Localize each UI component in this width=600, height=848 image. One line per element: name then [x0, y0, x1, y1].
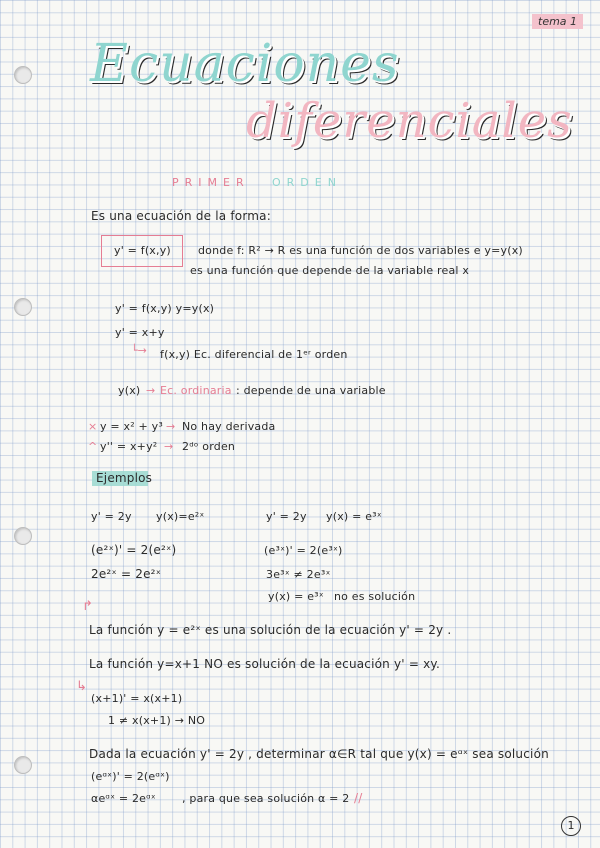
- notation-line-4c: : depende de una variable: [236, 384, 386, 397]
- cross-icon: ×: [88, 420, 98, 433]
- definition-line-2: es una función que depende de la variable real x: [190, 264, 470, 277]
- subtitle-right: ORDEN: [272, 176, 342, 189]
- notation-line-4a: y(x): [118, 384, 141, 397]
- topic-tag: tema 1: [532, 14, 583, 29]
- example-2-step-3-result: no es solución: [334, 590, 416, 603]
- page-number: 1: [561, 816, 581, 836]
- binder-hole: [14, 527, 32, 545]
- notation-line-2: y' = x+y: [115, 326, 165, 339]
- binder-hole: [14, 298, 32, 316]
- example-2-step-1: (e³ˣ)' = 2(e³ˣ): [264, 544, 343, 557]
- conclusion-4: 1 ≠ x(x+1) → NO: [108, 714, 206, 727]
- subtitle-left: PRIMER: [172, 176, 250, 189]
- counter-line-1: y = x² + y³: [100, 420, 163, 433]
- exercise-line-3-result: , para que sea solución α = 2: [182, 792, 350, 805]
- counter-line-2: y'' = x+y²: [100, 440, 158, 453]
- notation-line-3: f(x,y) Ec. diferencial de 1ᵉʳ orden: [160, 348, 348, 361]
- example-2-equation: y' = 2y: [266, 510, 307, 523]
- arrow-icon: →: [164, 440, 174, 453]
- curved-arrow-icon: ↳: [76, 679, 87, 694]
- arrow-icon: →: [146, 384, 156, 397]
- result-mark: //: [354, 791, 363, 805]
- title-line-1: Ecuaciones: [90, 34, 400, 94]
- example-2-step-3: y(x) = e³ˣ: [268, 590, 324, 603]
- intro-text: Es una ecuación de la forma:: [91, 209, 271, 223]
- example-1-step-1: (e²ˣ)' = 2(e²ˣ): [91, 543, 177, 557]
- example-1-candidate: y(x)=e²ˣ: [156, 510, 205, 523]
- exercise-line-3: αeᵅˣ = 2eᵅˣ: [91, 792, 156, 805]
- definition-line-1: donde f: R² → R es una función de dos variables e y=y(x): [198, 244, 523, 257]
- binder-hole: [14, 66, 32, 84]
- notation-line-4b: Ec. ordinaria: [160, 384, 232, 397]
- exercise-line-2: (eᵅˣ)' = 2(eᵅˣ): [91, 770, 170, 783]
- counter-line-2-result: 2ᵈᵒ orden: [182, 440, 236, 453]
- conclusion-3: (x+1)' = x(x+1): [91, 692, 183, 705]
- arrow-icon: →: [166, 420, 176, 433]
- hook-arrow-icon: └→: [131, 344, 147, 357]
- conclusion-2: La función y=x+1 NO es solución de la ecuación y' = xy.: [89, 657, 440, 671]
- conclusion-1: La función y = e²ˣ es una solución de la ecuación y' = 2y .: [89, 623, 452, 637]
- example-1-step-2: 2e²ˣ = 2e²ˣ: [91, 567, 162, 581]
- title-line-2: diferenciales: [246, 93, 573, 149]
- notation-line-1: y' = f(x,y) y=y(x): [115, 302, 215, 315]
- counter-line-1-result: No hay derivada: [182, 420, 276, 433]
- definition-boxed: y' = f(x,y): [114, 244, 171, 257]
- exercise-line-1: Dada la ecuación y' = 2y , determinar α∈R tal que y(x) = eᵅˣ sea solución: [89, 747, 549, 761]
- curved-arrow-icon: ↱: [82, 599, 93, 614]
- example-2-candidate: y(x) = e³ˣ: [326, 510, 382, 523]
- binder-hole: [14, 756, 32, 774]
- example-2-step-2: 3e³ˣ ≠ 2e³ˣ: [266, 568, 331, 581]
- example-1-equation: y' = 2y: [91, 510, 132, 523]
- caret-icon: ^: [88, 440, 98, 453]
- examples-heading: Ejemplos: [96, 471, 153, 485]
